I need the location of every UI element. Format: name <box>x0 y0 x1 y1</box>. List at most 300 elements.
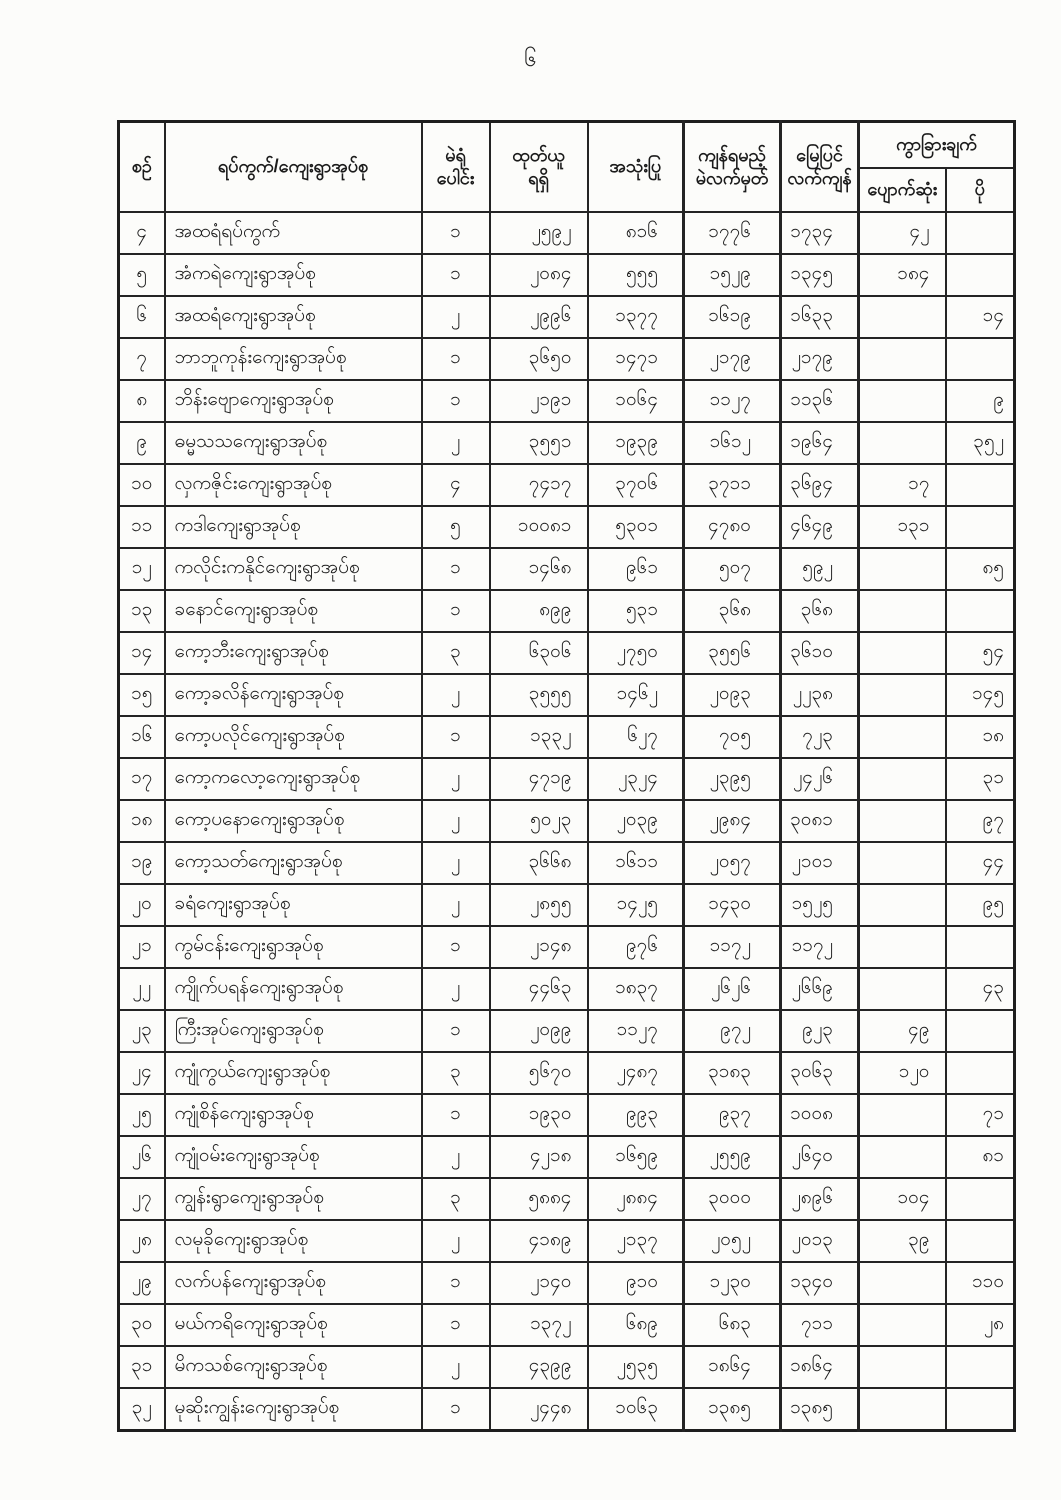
stations-cell: ၃ <box>422 1052 490 1094</box>
ground-remaining-cell: ၁၈၆၄ <box>781 1346 859 1388</box>
serial-cell: ၂၁ <box>119 926 165 968</box>
table-row <box>119 506 1015 548</box>
table-row <box>119 758 1015 800</box>
stations-cell: ၂ <box>422 842 490 884</box>
stations-cell: ၂ <box>422 1220 490 1262</box>
extra-cell: ၉၇ <box>946 800 1015 842</box>
used-cell: ၁၁၂၇ <box>588 1010 684 1052</box>
remaining-cell: ၉၇၂ <box>684 1010 781 1052</box>
serial-cell: ၁၃ <box>119 590 165 632</box>
lost-cell <box>859 548 946 590</box>
used-cell: ၉၉၃ <box>588 1094 684 1136</box>
extra-cell: ၃၅၂ <box>946 422 1015 464</box>
ground-remaining-cell: ၁၃၄၀ <box>781 1262 859 1304</box>
serial-cell: ၂၄ <box>119 1052 165 1094</box>
stations-cell: ၁ <box>422 1262 490 1304</box>
received-cell: ၃၅၅၁ <box>490 422 588 464</box>
used-cell: ၁၀၆၄ <box>588 380 684 422</box>
ground-remaining-cell: ၁၅၂၅ <box>781 884 859 926</box>
header-polling-stations <box>422 122 490 213</box>
name-cell: ကြီးအုပ်ကျေးရွာအုပ်စု <box>165 1010 422 1052</box>
table-row <box>119 884 1015 926</box>
ground-remaining-cell: ၃၀၆၃ <box>781 1052 859 1094</box>
header-actual-on-ground <box>781 122 859 213</box>
name-cell: ကော့ပလိုင်ကျေးရွာအုပ်စု <box>165 716 422 758</box>
lost-cell <box>859 674 946 716</box>
stations-cell: ၄ <box>422 464 490 506</box>
table-row <box>119 800 1015 842</box>
name-cell: မိကသစ်ကျေးရွာအုပ်စု <box>165 1346 422 1388</box>
lost-cell <box>859 380 946 422</box>
received-cell: ၃၅၅၅ <box>490 674 588 716</box>
header-polling-stations-line2: ပေါင်း <box>436 168 475 188</box>
extra-cell <box>946 1220 1015 1262</box>
received-cell: ၂၈၅၅ <box>490 884 588 926</box>
received-cell: ၄၇၁၉ <box>490 758 588 800</box>
table-row <box>119 1136 1015 1178</box>
lost-cell <box>859 800 946 842</box>
received-cell: ၁၃၃၂ <box>490 716 588 758</box>
name-cell: ကျုံစိန်ကျေးရွာအုပ်စု <box>165 1094 422 1136</box>
used-cell: ၂၁၃၇ <box>588 1220 684 1262</box>
stations-cell: ၁ <box>422 926 490 968</box>
extra-cell: ၄၄ <box>946 842 1015 884</box>
ground-remaining-cell: ၇၂၃ <box>781 716 859 758</box>
serial-cell: ၂၂ <box>119 968 165 1010</box>
used-cell: ၁၄၆၂ <box>588 674 684 716</box>
name-cell: အထရံကျေးရွာအုပ်စု <box>165 296 422 338</box>
name-cell: မယ်ကရိကျေးရွာအုပ်စု <box>165 1304 422 1346</box>
used-cell: ၉၇၆ <box>588 926 684 968</box>
name-cell: ကလိုင်းကနိုင်ကျေးရွာအုပ်စု <box>165 548 422 590</box>
header-ballots-used: အသုံးပြု <box>588 122 684 213</box>
stations-cell: ၁ <box>422 548 490 590</box>
remaining-cell: ၃၆၈ <box>684 590 781 632</box>
used-cell: ၃၇၀၆ <box>588 464 684 506</box>
stations-cell: ၁ <box>422 380 490 422</box>
name-cell: လှကဇိုင်းကျေးရွာအုပ်စု <box>165 464 422 506</box>
header-ward-village-tract: ရပ်ကွက်/ကျေးရွာအုပ်စု <box>165 122 422 213</box>
table-row <box>119 968 1015 1010</box>
stations-cell: ၃ <box>422 1178 490 1220</box>
received-cell: ၆၃၀၆ <box>490 632 588 674</box>
table-row <box>119 1178 1015 1220</box>
extra-cell: ၉၅ <box>946 884 1015 926</box>
lost-cell <box>859 968 946 1010</box>
name-cell: ကော့ခလိန်ကျေးရွာအုပ်စု <box>165 674 422 716</box>
name-cell: ကော့ကလော့ကျေးရွာအုပ်စု <box>165 758 422 800</box>
extra-cell: ၉ <box>946 380 1015 422</box>
stations-cell: ၂ <box>422 800 490 842</box>
lost-cell <box>859 842 946 884</box>
lost-cell <box>859 1346 946 1388</box>
table-row <box>119 1220 1015 1262</box>
ground-remaining-cell: ၂၁၇၉ <box>781 338 859 380</box>
ground-remaining-cell: ၁၀၀၈ <box>781 1094 859 1136</box>
stations-cell: ၁ <box>422 1388 490 1431</box>
serial-cell: ၃၂ <box>119 1388 165 1431</box>
table-row <box>119 926 1015 968</box>
ballot-reconciliation-table <box>117 120 1016 1432</box>
remaining-cell: ၃၀၀၀ <box>684 1178 781 1220</box>
remaining-cell: ၂၅၅၉ <box>684 1136 781 1178</box>
stations-cell: ၂ <box>422 884 490 926</box>
serial-cell: ၃၀ <box>119 1304 165 1346</box>
extra-cell <box>946 464 1015 506</box>
header-ballots-received-line1: ထုတ်ယူ <box>512 144 565 165</box>
table-row <box>119 254 1015 296</box>
name-cell: ခရံကျေးရွာအုပ်စု <box>165 884 422 926</box>
remaining-cell: ၃၁၈၃ <box>684 1052 781 1094</box>
lost-cell: ၁၇ <box>859 464 946 506</box>
received-cell: ၂၁၄၀ <box>490 1262 588 1304</box>
extra-cell: ၁၄၅ <box>946 674 1015 716</box>
lost-cell <box>859 758 946 800</box>
used-cell: ၂၅၃၅ <box>588 1346 684 1388</box>
ground-remaining-cell: ၄၆၄၉ <box>781 506 859 548</box>
remaining-cell: ၁၄၃၀ <box>684 884 781 926</box>
serial-cell: ၆ <box>119 296 165 338</box>
name-cell: ကော့ပနောကျေးရွာအုပ်စု <box>165 800 422 842</box>
remaining-cell: ၂၀၉၃ <box>684 674 781 716</box>
ground-remaining-cell: ၃၀၈၁ <box>781 800 859 842</box>
remaining-cell: ၂၁၇၉ <box>684 338 781 380</box>
remaining-cell: ၂၉၈၄ <box>684 800 781 842</box>
header-lost: ပျောက်ဆုံး <box>859 168 946 212</box>
lost-cell: ၁၈၄ <box>859 254 946 296</box>
lost-cell <box>859 590 946 632</box>
lost-cell: ၁၀၄ <box>859 1178 946 1220</box>
name-cell: ကျိုက်ပရန်ကျေးရွာအုပ်စု <box>165 968 422 1010</box>
remaining-cell: ၃၅၅၆ <box>684 632 781 674</box>
received-cell: ၁၉၃၀ <box>490 1094 588 1136</box>
remaining-cell: ၁၂၃၀ <box>684 1262 781 1304</box>
used-cell: ၉၁၀ <box>588 1262 684 1304</box>
used-cell: ၅၃၀၁ <box>588 506 684 548</box>
extra-cell: ၁၁၀ <box>946 1262 1015 1304</box>
ground-remaining-cell: ၉၂၃ <box>781 1010 859 1052</box>
stations-cell: ၁ <box>422 338 490 380</box>
serial-cell: ၅ <box>119 254 165 296</box>
serial-cell: ၁၄ <box>119 632 165 674</box>
header-serial: စဉ် <box>119 122 165 213</box>
stations-cell: ၃ <box>422 632 490 674</box>
name-cell: လက်ပန်ကျေးရွာအုပ်စု <box>165 1262 422 1304</box>
used-cell: ၆၂၇ <box>588 716 684 758</box>
received-cell: ၇၄၁၇ <box>490 464 588 506</box>
received-cell: ၂၅၉၂ <box>490 212 588 254</box>
received-cell: ၄၄၆၃ <box>490 968 588 1010</box>
remaining-cell: ၁၆၁၂ <box>684 422 781 464</box>
received-cell: ၂၁၄၈ <box>490 926 588 968</box>
lost-cell: ၃၉ <box>859 1220 946 1262</box>
table-row <box>119 296 1015 338</box>
received-cell: ၅၈၈၄ <box>490 1178 588 1220</box>
table-row <box>119 842 1015 884</box>
stations-cell: ၂ <box>422 758 490 800</box>
received-cell: ၂၀၈၄ <box>490 254 588 296</box>
used-cell: ၉၆၁ <box>588 548 684 590</box>
stations-cell: ၂ <box>422 1136 490 1178</box>
stations-cell: ၂ <box>422 422 490 464</box>
ground-remaining-cell: ၁၇၃၄ <box>781 212 859 254</box>
extra-cell: ၄၃ <box>946 968 1015 1010</box>
lost-cell: ၄၂ <box>859 212 946 254</box>
stations-cell: ၂ <box>422 674 490 716</box>
ground-remaining-cell: ၁၃၈၅ <box>781 1388 859 1431</box>
serial-cell: ၉ <box>119 422 165 464</box>
remaining-cell: ၁၅၂၉ <box>684 254 781 296</box>
serial-cell: ၂၀ <box>119 884 165 926</box>
lost-cell <box>859 296 946 338</box>
table-row <box>119 380 1015 422</box>
remaining-cell: ၂၀၅၂ <box>684 1220 781 1262</box>
lost-cell <box>859 1136 946 1178</box>
extra-cell <box>946 212 1015 254</box>
serial-cell: ၂၆ <box>119 1136 165 1178</box>
lost-cell <box>859 338 946 380</box>
header-difference-group: ကွာခြားချက် <box>859 122 1015 169</box>
page-number: ၆ <box>524 46 537 71</box>
stations-cell: ၁ <box>422 716 490 758</box>
remaining-cell: ၁၃၈၅ <box>684 1388 781 1431</box>
extra-cell: ၃၁ <box>946 758 1015 800</box>
stations-cell: ၂ <box>422 1346 490 1388</box>
extra-cell: ၈၅ <box>946 548 1015 590</box>
received-cell: ၃၆၆၈ <box>490 842 588 884</box>
stations-cell: ၁ <box>422 212 490 254</box>
used-cell: ၁၀၆၃ <box>588 1388 684 1431</box>
received-cell: ၂၁၉၁ <box>490 380 588 422</box>
serial-cell: ၄ <box>119 212 165 254</box>
extra-cell: ၅၄ <box>946 632 1015 674</box>
extra-cell: ၂၈ <box>946 1304 1015 1346</box>
name-cell: ကော့ဘီးကျေးရွာအုပ်စု <box>165 632 422 674</box>
received-cell: ၄၃၉၉ <box>490 1346 588 1388</box>
lost-cell <box>859 1388 946 1431</box>
received-cell: ၄၁၈၉ <box>490 1220 588 1262</box>
stations-cell: ၁ <box>422 1304 490 1346</box>
remaining-cell: ၃၇၁၁ <box>684 464 781 506</box>
table-row <box>119 716 1015 758</box>
used-cell: ၁၃၇၇ <box>588 296 684 338</box>
remaining-cell: ၂၀၅၇ <box>684 842 781 884</box>
serial-cell: ၁၂ <box>119 548 165 590</box>
ground-remaining-cell: ၂၆၄၀ <box>781 1136 859 1178</box>
name-cell: ကွမ်ငန်းကျေးရွာအုပ်စု <box>165 926 422 968</box>
name-cell: ကော့သတ်ကျေးရွာအုပ်စု <box>165 842 422 884</box>
table-row <box>119 674 1015 716</box>
header-ballots-should-remain <box>684 122 781 213</box>
used-cell: ၂၄၈၇ <box>588 1052 684 1094</box>
table-row <box>119 212 1015 254</box>
header-ballots-should-remain-line2: မဲလက်မှတ် <box>695 168 769 188</box>
name-cell: လမုခိုကျေးရွာအုပ်စု <box>165 1220 422 1262</box>
ground-remaining-cell: ၁၉၆၄ <box>781 422 859 464</box>
ground-remaining-cell: ၅၉၂ <box>781 548 859 590</box>
ground-remaining-cell: ၂၆၆၉ <box>781 968 859 1010</box>
header-polling-stations-line1: မဲရုံ <box>445 144 466 165</box>
ground-remaining-cell: ၃၆၁၀ <box>781 632 859 674</box>
stations-cell: ၅ <box>422 506 490 548</box>
received-cell: ၂၀၉၉ <box>490 1010 588 1052</box>
used-cell: ၁၈၃၇ <box>588 968 684 1010</box>
ground-remaining-cell: ၂၁၀၁ <box>781 842 859 884</box>
serial-cell: ၂၉ <box>119 1262 165 1304</box>
header-actual-on-ground-line2: လက်ကျန် <box>787 168 852 188</box>
header-extra: ပို <box>946 168 1015 212</box>
name-cell: ကဒါကျေးရွာအုပ်စု <box>165 506 422 548</box>
lost-cell: ၁၃၁ <box>859 506 946 548</box>
table-row <box>119 548 1015 590</box>
remaining-cell: ၄၇၈၀ <box>684 506 781 548</box>
serial-cell: ၂၇ <box>119 1178 165 1220</box>
serial-cell: ၁၅ <box>119 674 165 716</box>
received-cell: ၂၉၉၆ <box>490 296 588 338</box>
lost-cell <box>859 632 946 674</box>
remaining-cell: ၁၈၆၄ <box>684 1346 781 1388</box>
serial-cell: ၂၈ <box>119 1220 165 1262</box>
extra-cell <box>946 1388 1015 1431</box>
table-row <box>119 1052 1015 1094</box>
extra-cell: ၁၈ <box>946 716 1015 758</box>
name-cell: ကျုံကွယ်ကျေးရွာအုပ်စု <box>165 1052 422 1094</box>
table-row <box>119 1010 1015 1052</box>
lost-cell: ၁၂၀ <box>859 1052 946 1094</box>
table-row <box>119 1304 1015 1346</box>
ground-remaining-cell: ၂၀၁၃ <box>781 1220 859 1262</box>
received-cell: ၁၃၇၂ <box>490 1304 588 1346</box>
name-cell: ကျုံဝမ်းကျေးရွာအုပ်စု <box>165 1136 422 1178</box>
header-ballots-should-remain-line1: ကျန်ရမည့် <box>698 144 766 165</box>
name-cell: အံကရဲကျေးရွာအုပ်စု <box>165 254 422 296</box>
extra-cell: ၁၄ <box>946 296 1015 338</box>
serial-cell: ၁၀ <box>119 464 165 506</box>
remaining-cell: ၁၁၇၂ <box>684 926 781 968</box>
lost-cell <box>859 926 946 968</box>
ground-remaining-cell: ၂၂၃၈ <box>781 674 859 716</box>
extra-cell: ၈၁ <box>946 1136 1015 1178</box>
ground-remaining-cell: ၂၄၂၆ <box>781 758 859 800</box>
extra-cell <box>946 590 1015 632</box>
extra-cell <box>946 506 1015 548</box>
name-cell: ခနောင်ကျေးရွာအုပ်စု <box>165 590 422 632</box>
remaining-cell: ၇၀၅ <box>684 716 781 758</box>
table-row <box>119 464 1015 506</box>
stations-cell: ၂ <box>422 968 490 1010</box>
lost-cell <box>859 1094 946 1136</box>
stations-cell: ၂ <box>422 296 490 338</box>
extra-cell <box>946 338 1015 380</box>
name-cell: ကျွန်းရွာကျေးရွာအုပ်စု <box>165 1178 422 1220</box>
serial-cell: ၁၉ <box>119 842 165 884</box>
ground-remaining-cell: ၇၁၁ <box>781 1304 859 1346</box>
ground-remaining-cell: ၁၆၃၃ <box>781 296 859 338</box>
received-cell: ၅၆၇၀ <box>490 1052 588 1094</box>
table-body <box>119 212 1015 1431</box>
remaining-cell: ၆၈၃ <box>684 1304 781 1346</box>
remaining-cell: ၁၆၁၉ <box>684 296 781 338</box>
lost-cell <box>859 716 946 758</box>
table-row <box>119 632 1015 674</box>
table-row <box>119 1262 1015 1304</box>
extra-cell: ၇၁ <box>946 1094 1015 1136</box>
used-cell: ၁၄၇၁ <box>588 338 684 380</box>
remaining-cell: ၂၃၉၅ <box>684 758 781 800</box>
lost-cell <box>859 1262 946 1304</box>
received-cell: ၄၂၁၈ <box>490 1136 588 1178</box>
used-cell: ၂၃၂၄ <box>588 758 684 800</box>
stations-cell: ၁ <box>422 254 490 296</box>
used-cell: ၁၆၅၉ <box>588 1136 684 1178</box>
received-cell: ၅၀၂၃ <box>490 800 588 842</box>
used-cell: ၂၀၃၉ <box>588 800 684 842</box>
extra-cell <box>946 254 1015 296</box>
extra-cell <box>946 1178 1015 1220</box>
received-cell: ၂၄၄၈ <box>490 1388 588 1431</box>
ground-remaining-cell: ၃၆၈ <box>781 590 859 632</box>
remaining-cell: ၉၃၇ <box>684 1094 781 1136</box>
used-cell: ၂၇၅၀ <box>588 632 684 674</box>
name-cell: ဘိန်းဗျောကျေးရွာအုပ်စု <box>165 380 422 422</box>
stations-cell: ၁ <box>422 590 490 632</box>
ground-remaining-cell: ၁၃၄၅ <box>781 254 859 296</box>
extra-cell <box>946 926 1015 968</box>
ground-remaining-cell: ၁၁၃၆ <box>781 380 859 422</box>
received-cell: ၁၄၆၈ <box>490 548 588 590</box>
table-row <box>119 590 1015 632</box>
used-cell: ၆၈၉ <box>588 1304 684 1346</box>
received-cell: ၁၀၀၈၁ <box>490 506 588 548</box>
used-cell: ၈၁၆ <box>588 212 684 254</box>
stations-cell: ၁ <box>422 1010 490 1052</box>
serial-cell: ၁၇ <box>119 758 165 800</box>
serial-cell: ၈ <box>119 380 165 422</box>
table-row <box>119 422 1015 464</box>
remaining-cell: ၁၁၂၇ <box>684 380 781 422</box>
name-cell: မုဆိုးကျွန်းကျေးရွာအုပ်စု <box>165 1388 422 1431</box>
extra-cell <box>946 1010 1015 1052</box>
lost-cell <box>859 1304 946 1346</box>
table-row <box>119 1388 1015 1431</box>
serial-cell: ၁၈ <box>119 800 165 842</box>
lost-cell: ၄၉ <box>859 1010 946 1052</box>
used-cell: ၁၆၁၁ <box>588 842 684 884</box>
name-cell: ဘာဘူကုန်းကျေးရွာအုပ်စု <box>165 338 422 380</box>
table-header <box>119 122 1015 213</box>
name-cell: အထရံရပ်ကွက် <box>165 212 422 254</box>
used-cell: ၅၃၁ <box>588 590 684 632</box>
used-cell: ၂၈၈၄ <box>588 1178 684 1220</box>
received-cell: ၈၉၉ <box>490 590 588 632</box>
stations-cell: ၁ <box>422 1094 490 1136</box>
remaining-cell: ၅၀၇ <box>684 548 781 590</box>
serial-cell: ၁၁ <box>119 506 165 548</box>
received-cell: ၃၆၅၀ <box>490 338 588 380</box>
used-cell: ၁၄၂၅ <box>588 884 684 926</box>
ground-remaining-cell: ၁၁၇၂ <box>781 926 859 968</box>
ground-remaining-cell: ၂၈၉၆ <box>781 1178 859 1220</box>
ground-remaining-cell: ၃၆၉၄ <box>781 464 859 506</box>
serial-cell: ၁၆ <box>119 716 165 758</box>
serial-cell: ၂၃ <box>119 1010 165 1052</box>
serial-cell: ၂၅ <box>119 1094 165 1136</box>
extra-cell <box>946 1346 1015 1388</box>
lost-cell <box>859 422 946 464</box>
extra-cell <box>946 1052 1015 1094</box>
table-row <box>119 338 1015 380</box>
name-cell: ဓမ္မသသကျေးရွာအုပ်စု <box>165 422 422 464</box>
